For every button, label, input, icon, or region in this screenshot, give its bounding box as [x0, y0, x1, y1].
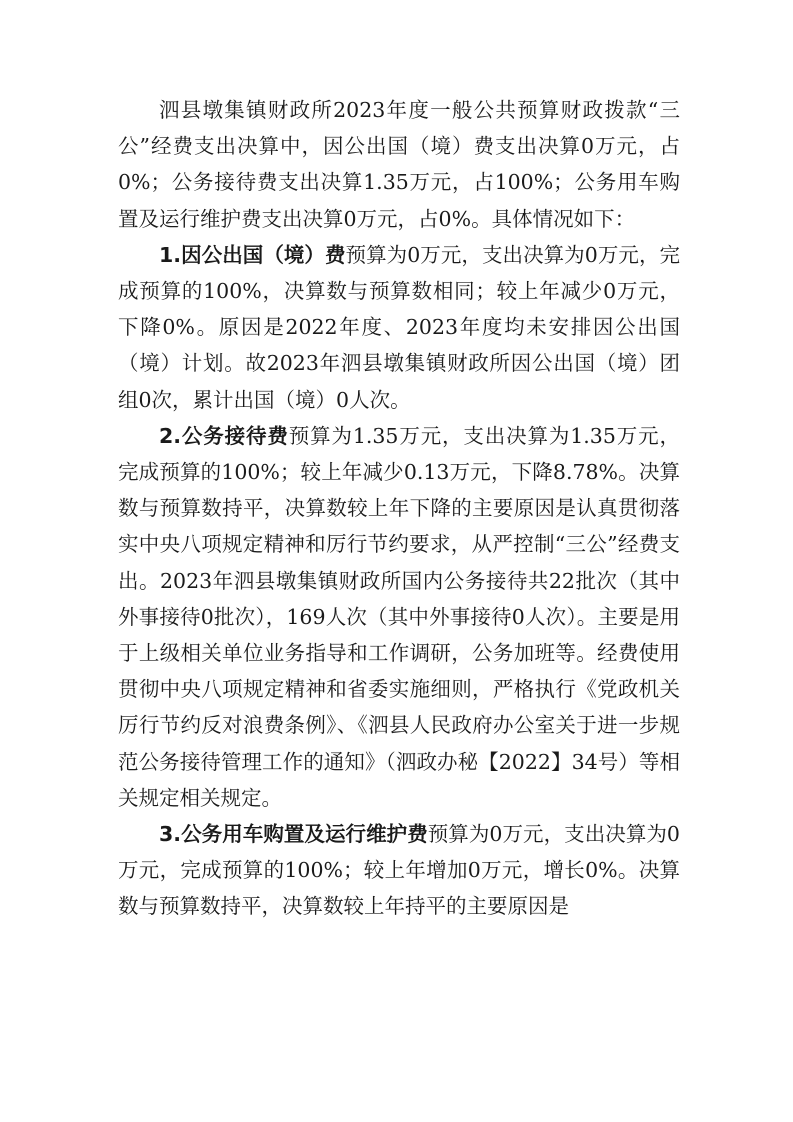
item-3-paragraph	[118, 816, 680, 925]
item-1-paragraph	[118, 237, 680, 418]
document-page	[118, 92, 680, 925]
item-1-body: 预算为0万元，支出决算为0万元，完成预算的100%，决算数与预算数相同；较上年减少0万元，下降0%。原因是2022年度、2023年度均未安排因公出国（境）计划。故2023年泗县墩集镇财政所因公出国（境）团组0次，累计出国（境）0人次。	[118, 242, 680, 412]
item-2-heading: 2.公务接待费	[159, 423, 289, 448]
item-3-body: 预算为0万元，支出决算为0万元，完成预算的100%；较上年增加0万元，增长0%。决算数与预算数持平，决算数较上年持平的主要原因是	[118, 822, 680, 919]
item-3-heading: 3.公务用车购置及运行维护费	[159, 822, 428, 847]
item-2-body: 预算为1.35万元，支出决算为1.35万元，完成预算的100%；较上年减少0.13万元，下降8.78%。决算数与预算数持平，决算数较上年下降的主要原因是认真贯彻落实中央八项规定精神和厉行节约要求，从严控制“三公”经费支出。2023年泗县墩集镇财政所国内公务接待共22批次（其中外事接待0批次），169人次（其中外事接待0人次）。主要是用于上级相关单位业务指导和工作调研，公务加班等。经费使用贯彻中央八项规定精神和省委实施细则，严格执行《党政机关厉行节约反对浪费条例》、《泗县人民政府办公室关于进一步规范公务接待管理工作的通知》（泗政办秘【2022】34号）等相关规定相关规定。	[118, 423, 680, 810]
intro-paragraph: 泗县墩集镇财政所2023年度一般公共预算财政拨款“三公”经费支出决算中，因公出国（境）费支出决算0万元，占0%；公务接待费支出决算1.35万元，占100%；公务用车购置及运行维护费支出决算0万元，占0%。具体情况如下：	[118, 98, 680, 231]
item-1-heading: 1.因公出国（境）费	[159, 242, 346, 267]
item-2-paragraph	[118, 418, 680, 816]
